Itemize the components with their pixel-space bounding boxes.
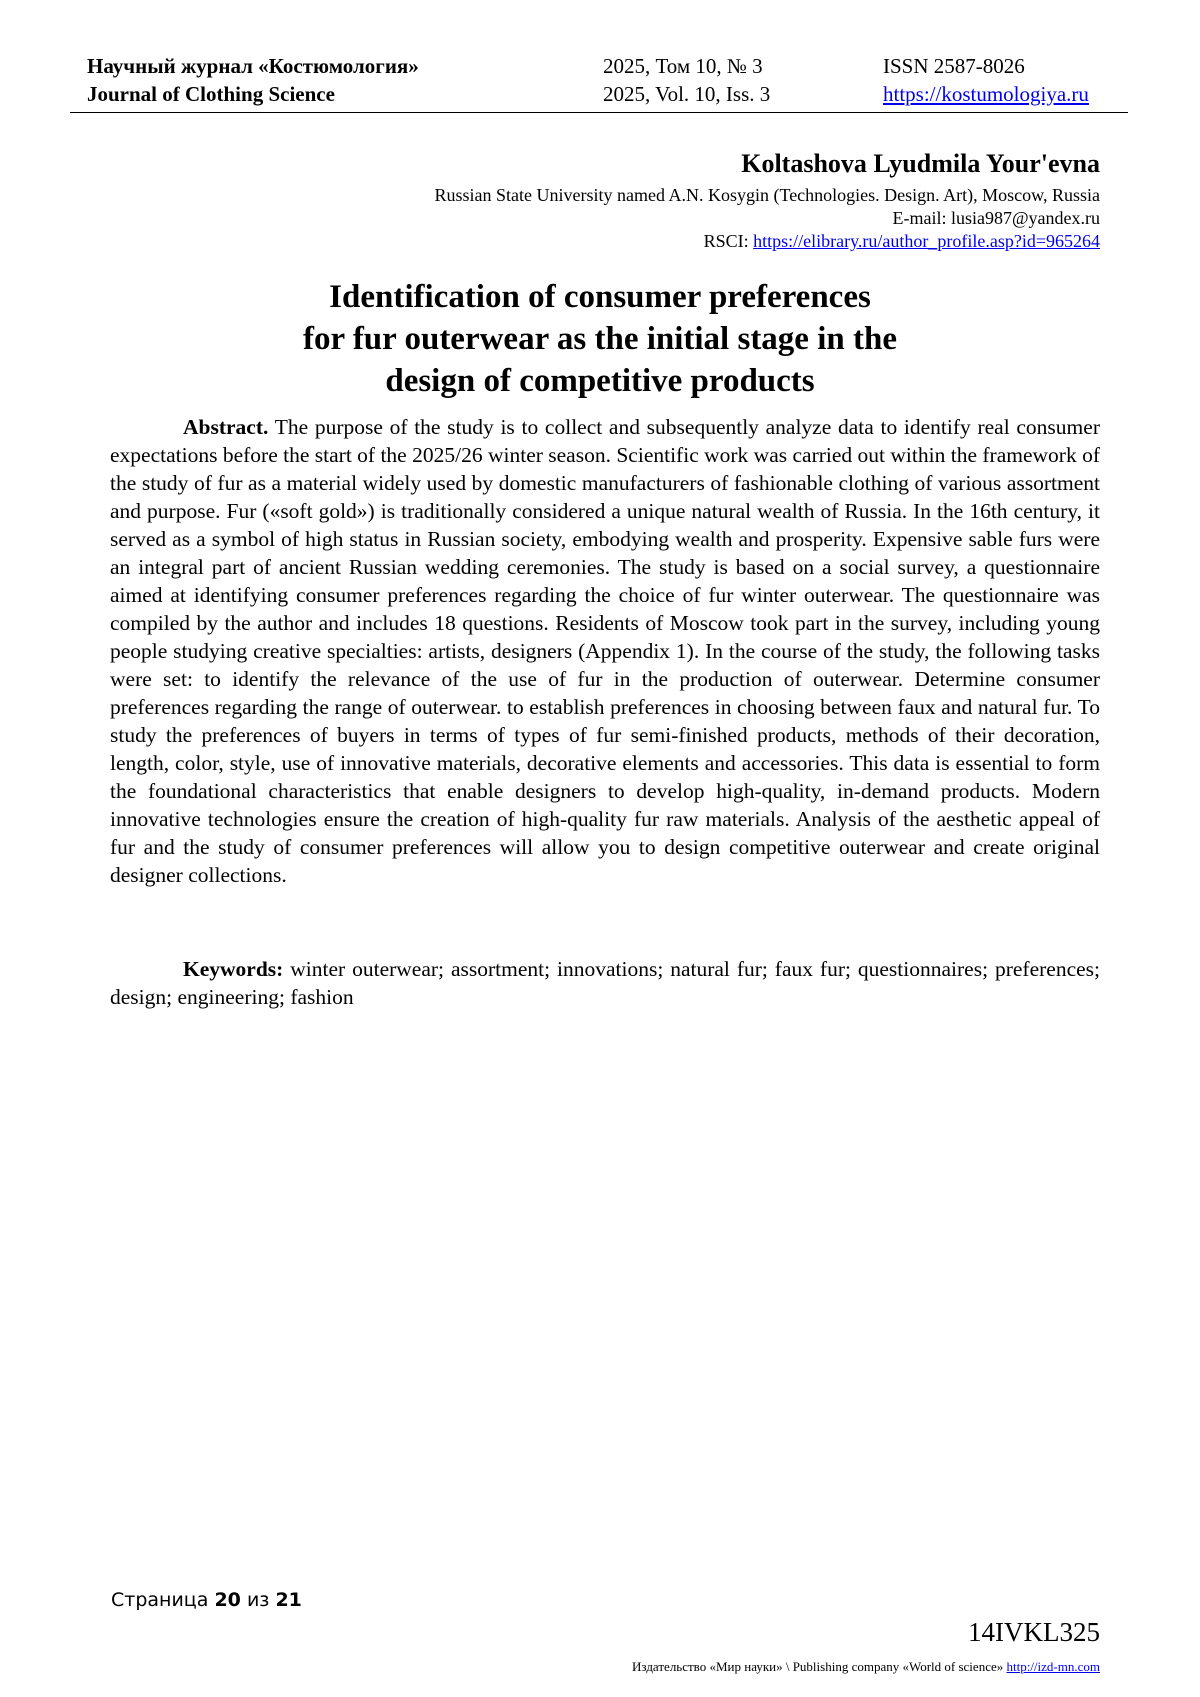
page-prefix: Страница — [111, 1589, 209, 1611]
rsci-link[interactable]: https://elibrary.ru/author_profile.asp?id=965264 — [753, 231, 1100, 251]
issue-ru: 2025, Том 10, № 3 — [603, 54, 763, 78]
title-line-3: design of competitive products — [385, 363, 815, 399]
journal-name-en: Journal of Clothing Science — [87, 82, 335, 106]
abstract-text: The purpose of the study is to collect and subsequently analyze data to identify real consumer expectations before the start of the 2025/26 winter season. Scientific work was carried out within the framework of the study of fur as a material widely used by domestic manufacturers of fashionable clothing of various assortment and purpose. Fur («soft gold») is traditionally considered a unique natural wealth of Russia. In the 16th century, it served as a symbol of high status in Russian society, embodying wealth and prosperity. Expensive sable furs were an integral part of ancient Russian wedding ceremonies. The study is based on a social survey, a questionnaire aimed at identifying consumer preferences regarding the choice of fur winter outerwear. The questionnaire was compiled by the author and includes 18 questions. Residents of Moscow took part in the survey, including young people studying creative specialties: artists, designers (Appendix 1). In the course of the study, the following tasks were set: to identify the relevance of the use of fur in the production of outerwear. Determine consumer preferences regarding the range of outerwear. to establish preferences in choosing between faux and natural fur. To study the preferences of buyers in terms of types of fur semi-finished products, methods of their decoration, length, color, style, use of innovative materials, decorative elements and accessories. This data is essential to form the foundational characteristics that enable designers to develop high-quality, in-demand products. Modern innovative technologies ensure the creation of high-quality fur raw materials. Analysis of the aesthetic appeal of fur and the study of consumer preferences will allow you to design competitive outerwear and create original designer collections. — [110, 415, 1100, 887]
abstract-label: Abstract. — [183, 415, 269, 439]
page-number — [111, 1589, 302, 1611]
journal-name-block — [87, 52, 419, 108]
keywords-label: Keywords: — [183, 957, 284, 981]
page-separator: из — [246, 1589, 270, 1611]
publisher-text: Издательство «Мир науки» \ Publishing company «World of science» — [632, 1659, 1004, 1674]
author-name: Koltashova Lyudmila Your'evna — [741, 149, 1100, 178]
journal-name-ru: Научный журнал «Костюмология» — [87, 54, 419, 78]
page-total: 21 — [275, 1589, 302, 1611]
issn: ISSN 2587-8026 — [883, 54, 1025, 78]
keywords-text: winter outerwear; assortment; innovations; natural fur; faux fur; questionnaires; preferences; design; engineering; fashion — [110, 957, 1100, 1009]
publisher-link[interactable]: http://izd-mn.com — [1006, 1659, 1100, 1674]
author-email: E-mail: lusia987@yandex.ru — [892, 208, 1100, 228]
issn-block — [883, 52, 1089, 108]
page-header — [70, 52, 1128, 113]
author-block — [434, 148, 1100, 253]
rsci-label: RSCI: — [703, 231, 749, 251]
issue-en: 2025, Vol. 10, Iss. 3 — [603, 82, 771, 106]
page-current: 20 — [214, 1589, 241, 1611]
keywords-paragraph — [110, 955, 1100, 1011]
title-line-1: Identification of consumer preferences — [329, 279, 871, 315]
author-affiliation: Russian State University named A.N. Kosygin (Technologies. Design. Art), Moscow, Russia — [434, 185, 1100, 205]
article-title — [100, 276, 1100, 402]
issue-block — [603, 52, 770, 108]
author-rsci — [434, 230, 1100, 253]
article-code: 14IVKL325 — [968, 1617, 1100, 1647]
publisher-line — [632, 1659, 1100, 1675]
abstract-paragraph — [110, 413, 1100, 889]
journal-site-link[interactable]: https://kostumologiya.ru — [883, 82, 1089, 106]
title-line-2: for fur outerwear as the initial stage in the — [303, 321, 897, 357]
